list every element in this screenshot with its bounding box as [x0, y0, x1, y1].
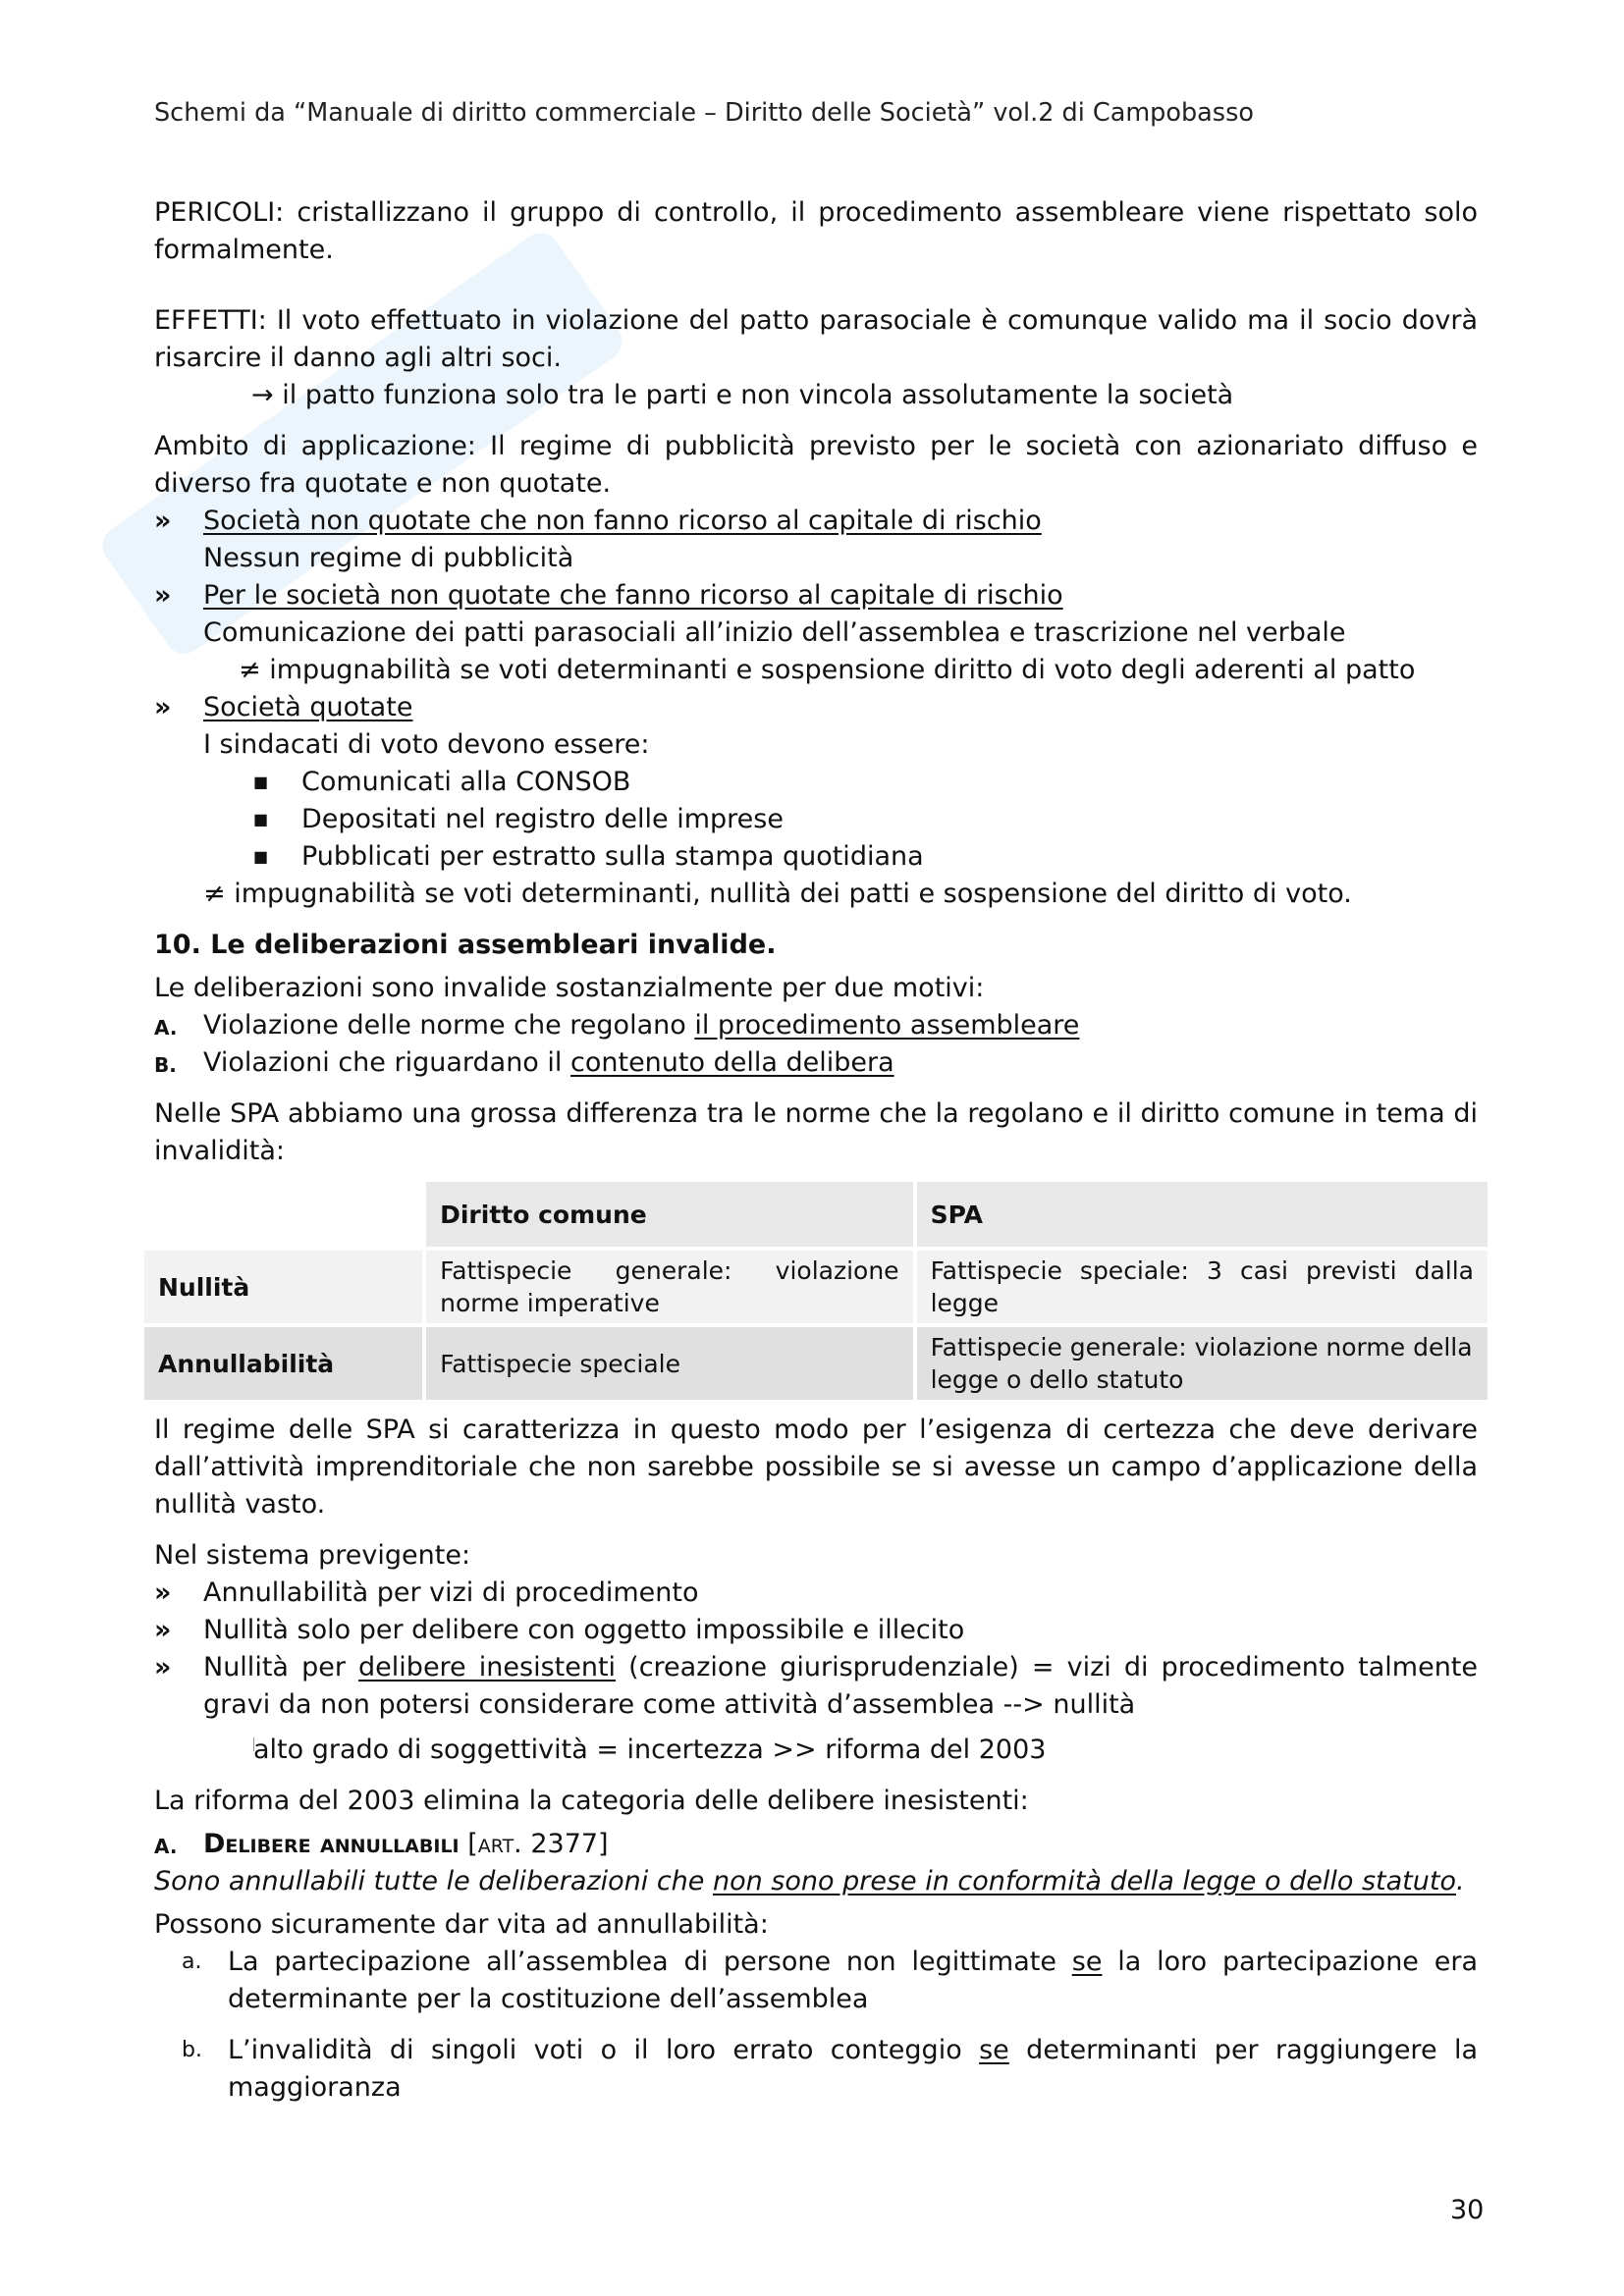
- ambito-paragraph: Ambito di applicazione: Il regime di pubblicità previsto per le società con azionariato diffuso e diverso fra quotate e non quotate.: [154, 431, 1478, 499]
- list-marker: B.: [154, 1053, 177, 1077]
- riforma-paragraph: La riforma del 2003 elimina la categoria delle delibere inesistenti:: [154, 1786, 1029, 1816]
- annullabili-definition: Sono annullabili tutte le deliberazioni che non sono prese in conformità della legge o dello statuto.: [154, 1866, 1465, 1896]
- case-item: [154, 577, 1478, 614]
- list-marker: A.: [154, 1016, 178, 1040]
- previgente-item: » Nullità per delibere inesistenti (creazione giurisprudenziale) = vizi di procedimento talmente gravi da non potersi considerare come attività d’assemblea --> nullità: [154, 1652, 1479, 1720]
- page-header: Schemi da “Manuale di diritto commerciale – Diritto delle Società” vol.2 di Campobasso: [154, 98, 1254, 128]
- square-bullet-icon: ■: [253, 810, 269, 828]
- spa-intro-paragraph: Nelle SPA abbiamo una grossa differenza tra le norme che la regolano e il diritto comune in tema di invalidità:: [154, 1098, 1478, 1166]
- section-heading: 10. Le deliberazioni assembleari invalide.: [154, 930, 777, 960]
- table-header-diritto-comune: Diritto comune: [426, 1182, 912, 1247]
- intro-paragraph: Le deliberazioni sono invalide sostanzialmente per due motivi:: [154, 973, 985, 1003]
- case-item: [154, 503, 1478, 540]
- previgente-intro: Nel sistema previgente:: [154, 1540, 471, 1571]
- page-number: 30: [1450, 2195, 1485, 2225]
- table-row: Nullità Fattispecie generale: violazione norme imperative Fattispecie speciale: 3 casi previsti dalla legge: [144, 1251, 1488, 1323]
- case-item: [154, 689, 1478, 726]
- case-desc: I sindacati di voto devono essere:: [203, 729, 650, 760]
- case-title: Per le società non quotate che fanno ricorso al capitale di rischio: [203, 580, 1063, 611]
- case-title: Società quotate: [203, 692, 413, 722]
- square-bullet-icon: ■: [253, 847, 269, 866]
- previgente-item: » Nullità solo per delibere con oggetto impossibile e illecito: [154, 1615, 965, 1645]
- case-title: Società non quotate che non fanno ricorso al capitale di rischio: [203, 506, 1042, 536]
- square-bullet-icon: ■: [253, 773, 269, 791]
- motivo-item: A. Violazione delle norme che regolano il procedimento assembleare: [154, 1007, 1478, 1044]
- regime-paragraph: Il regime delle SPA si caratterizza in questo modo per l’esigenza di certezza che deve derivare dall’attività imprenditoriale che non sarebbe possibile se si avesse un campo d’applicazione della nullità vasto.: [154, 1415, 1478, 1520]
- list-item: ■ Depositati nel registro delle imprese: [154, 801, 1478, 838]
- invalidity-table: [140, 1178, 1491, 1404]
- list-item: ■ Comunicati alla CONSOB: [154, 764, 1478, 801]
- effetti-paragraph: EFFETTI: Il voto effettuato in violazione del patto parasociale è comunque valido ma il socio dovrà risarcire il danno agli altri soci.: [154, 305, 1478, 373]
- subsection-heading: A. Delibere annullabili [art. 2377]: [154, 1829, 609, 1859]
- effetti-arrow-line: → il patto funziona solo tra le parti e non vincola assolutamente la società: [251, 380, 1234, 410]
- annullabili-item: b. L’invalidità di singoli voti o il loro errato conteggio se determinanti per raggiungere la maggioranza: [182, 2035, 1478, 2103]
- previgente-item: » Annullabilità per vizi di procedimento: [154, 1577, 699, 1608]
- annullabili-item: a. La partecipazione all’assemblea di persone non legittimate se la loro partecipazione era determinante per la costituzione dell’assemblea: [182, 1947, 1478, 2014]
- possono-paragraph: Possono sicuramente dar vita ad annullabilità:: [154, 1909, 769, 1940]
- soggettivita-note: alto grado di soggettività = incertezza >> riforma del 2003: [154, 1732, 1478, 1769]
- bullet-marker: »: [154, 580, 172, 611]
- table-row: Annullabilità Fattispecie speciale Fattispecie generale: violazione norme della legge o dello statuto: [144, 1327, 1488, 1400]
- page-content: [154, 194, 1478, 2107]
- quotate-neq-note: ≠ impugnabilità se voti determinanti, nullità dei patti e sospensione del diritto di voto.: [203, 879, 1352, 909]
- pericoli-paragraph: PERICOLI: cristallizzano il gruppo di controllo, il procedimento assembleare viene rispettato solo formalmente.: [154, 197, 1478, 265]
- bullet-marker: »: [154, 506, 172, 536]
- case-desc: Comunicazione dei patti parasociali all’inizio dell’assemblea e trascrizione nel verbale: [203, 617, 1346, 648]
- list-item: ■ Pubblicati per estratto sulla stampa quotidiana: [154, 838, 1478, 876]
- motivo-item: B. Violazioni che riguardano il contenuto della delibera: [154, 1044, 1478, 1082]
- case-desc: Nessun regime di pubblicità: [203, 543, 574, 573]
- bullet-marker: »: [154, 692, 172, 722]
- case-neq-note: ≠ impugnabilità se voti determinanti e sospensione diritto di voto degli aderenti al patto: [239, 655, 1416, 685]
- table-header-spa: SPA: [917, 1182, 1488, 1247]
